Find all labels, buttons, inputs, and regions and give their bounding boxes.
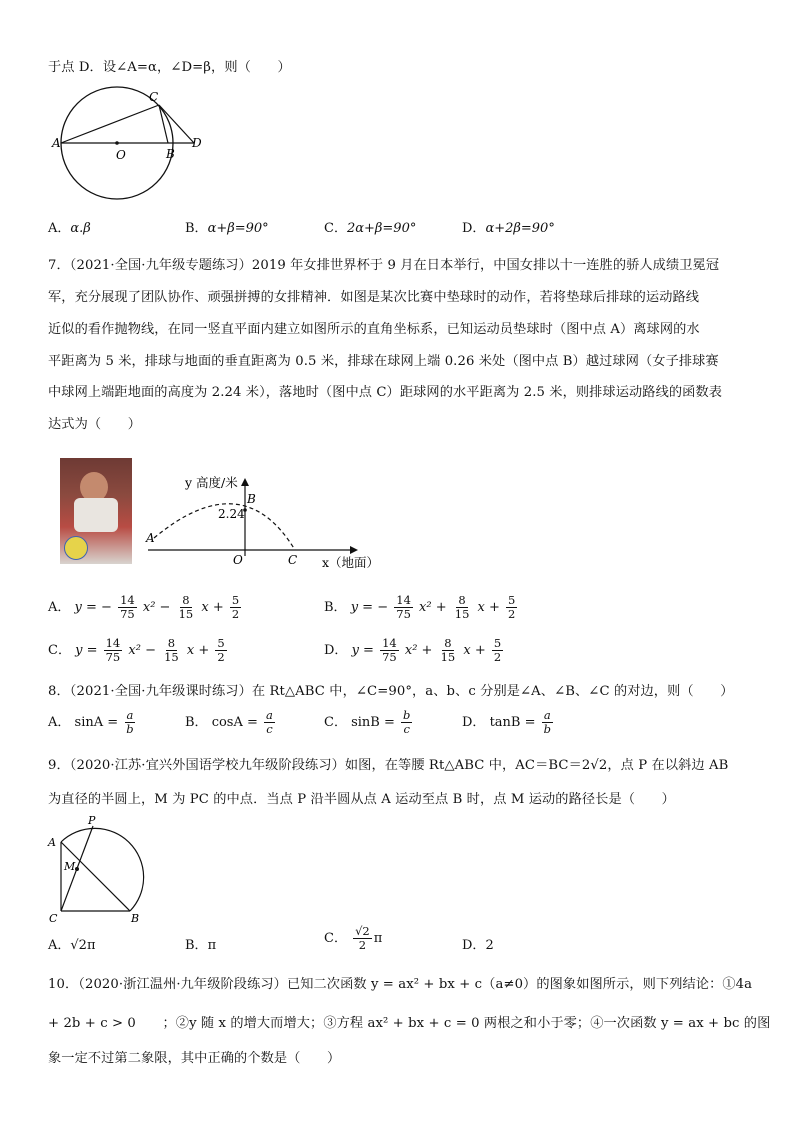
q9-label-a: A — [48, 836, 56, 849]
option-text: α+β=90° — [207, 221, 269, 236]
q9-option-c[interactable] — [324, 925, 382, 952]
q8-stem: 8．（2021·全国·九年级课时练习）在 Rt△ABC 中，∠C=90°，a、b、c 分别是∠A、∠B、∠C 的对边，则（ ） — [48, 684, 734, 699]
fraction: $\frac{5}{2}$ — [508, 593, 516, 622]
option-letter: A． — [48, 221, 71, 236]
q6-label-b: B — [166, 147, 175, 161]
q7-option-d[interactable] — [324, 637, 505, 664]
fraction: $\frac{a}{b}$ — [126, 708, 134, 737]
fraction: $\frac{5}{2}$ — [217, 636, 225, 665]
q10-line-1: 10．（2020·浙江温州·九年级阶段练习）已知二次函数 y = ax² + bx + c（a≠0）的图象如图所示，则下列结论：①4a — [48, 977, 753, 992]
fraction: $\frac{14}{75}$ — [105, 636, 121, 665]
q7-line-5: 中球网上端距地面的高度为 2.24 米），落地时（图中点 C）距球网的水平距离为 2.5 米，则排球运动路线的函数表 — [48, 385, 723, 400]
q7-x-axis-label: x（地面） — [322, 555, 380, 570]
q7-y-axis-label: y 高度/米 — [185, 475, 238, 490]
q9-line-2: 为直径的半圆上，M 为 PC 的中点．当点 P 沿半圆从点 A 运动至点 B 时，点 M 运动的路径长是（ ） — [48, 792, 675, 807]
q7-tick-224: 2.24 — [218, 507, 245, 521]
q9-label-m: M — [64, 860, 76, 873]
option-letter: B． — [324, 600, 347, 616]
q6-label-d: D — [192, 136, 202, 150]
q7-label-a: A — [146, 531, 155, 545]
option-letter: B． — [185, 221, 208, 236]
option-letter: D． — [462, 715, 486, 731]
q7-label-c: C — [288, 553, 298, 567]
fraction: $\frac{a}{c}$ — [266, 708, 273, 737]
fraction: $\frac{8}{15}$ — [178, 593, 194, 622]
q10-line-2: + 2b + c > 0 ；②y 随 x 的增大而增大；③方程 ax² + bx + c = 0 两根之和小于零；④一次函数 y = ax + bc 的图 — [48, 1016, 771, 1031]
q6-option-b[interactable] — [185, 217, 269, 236]
q9-line-1: 9．（2020·江苏·宜兴外国语学校九年级阶段练习）如图，在等腰 Rt△ABC 中，AC＝BC＝2√2，点 P 在以斜边 AB — [48, 758, 729, 773]
option-lead: cosA = — [211, 715, 258, 731]
q6-stem: 于点 D．设∠A=α，∠D=β，则（ ） — [48, 60, 291, 75]
option-letter: A． — [48, 715, 71, 731]
option-lead: y = − — [350, 600, 389, 616]
option-term: x² − — [128, 643, 156, 659]
fraction: $\frac{5}{2}$ — [231, 593, 240, 622]
q6-option-a[interactable] — [48, 217, 91, 236]
fraction: $\frac{b}{c}$ — [403, 708, 411, 737]
option-lead: sinB = — [351, 715, 395, 731]
option-term: x + — [477, 600, 500, 616]
q9-label-b: B — [131, 912, 140, 924]
option-lead: sinA = — [74, 715, 119, 731]
q9-option-b[interactable] — [185, 934, 216, 953]
fraction: $\frac{8}{15}$ — [454, 593, 470, 622]
option-lead: y = − — [74, 600, 112, 616]
q6-option-c[interactable] — [324, 217, 416, 236]
q8-option-a[interactable] — [48, 709, 138, 736]
option-text: √2π — [70, 938, 96, 953]
q6-label-o: O — [116, 148, 126, 162]
q10-line-3: 象一定不过第二象限，其中正确的个数是（ ） — [48, 1051, 341, 1066]
q6-label-c: C — [149, 90, 159, 104]
option-text: α+2β=90° — [485, 221, 555, 236]
fraction: $\frac{8}{15}$ — [164, 636, 179, 665]
q6-option-d[interactable] — [462, 217, 555, 236]
q7-line-1: 7．（2021·全国·九年级专题练习）2019 年女排世界杯于 9 月在日本举行，中国女排以十一连胜的骄人成绩卫冕冠 — [48, 258, 720, 273]
q7-label-o: O — [233, 553, 243, 567]
option-lead: y = — [75, 643, 98, 659]
option-text: 2α+β=90° — [346, 221, 417, 236]
q7-line-4: 平距离为 5 米，排球与地面的垂直距离为 0.5 米，排球在球网上端 0.26 米处（图中点 B）越过球网（女子排球赛 — [48, 354, 719, 369]
option-letter: C． — [48, 643, 71, 659]
q7-line-6: 达式为（ ） — [48, 417, 142, 432]
option-text: π — [207, 938, 217, 953]
option-term: x + — [201, 600, 224, 616]
option-letter: D． — [462, 938, 486, 953]
option-term: x + — [186, 643, 210, 659]
option-text: 2 — [485, 938, 494, 953]
fraction: $\frac{5}{2}$ — [493, 636, 502, 665]
q8-option-b[interactable] — [185, 709, 277, 736]
q7-label-b: B — [247, 492, 256, 506]
q9-label-p: P — [88, 814, 96, 827]
option-term: x + — [463, 643, 486, 659]
option-term: x² + — [419, 600, 447, 616]
option-letter: D． — [324, 643, 348, 659]
option-letter: A． — [48, 600, 71, 616]
option-letter: A． — [48, 938, 71, 953]
option-term: x² + — [404, 643, 433, 659]
q7-option-c[interactable] — [48, 637, 229, 664]
q6-circle-figure — [50, 86, 210, 206]
option-term: x² − — [142, 600, 171, 616]
option-tail: π — [373, 931, 383, 947]
q9-triangle-figure — [44, 812, 174, 924]
q8-option-d[interactable] — [462, 709, 555, 736]
option-lead: y = — [351, 643, 374, 659]
volleyball-player-photo — [60, 458, 132, 564]
q7-line-3: 近似的看作抛物线，在同一竖直平面内建立如图所示的直角坐标系，已知运动员垫球时（图中点 A）离球网的水 — [48, 322, 700, 337]
q8-option-c[interactable] — [324, 709, 414, 736]
option-text: α.β — [70, 221, 91, 236]
fraction: $\frac{14}{75}$ — [382, 636, 397, 665]
q7-coordinate-figure — [140, 470, 385, 575]
option-letter: C． — [324, 931, 347, 947]
option-letter: B． — [185, 715, 208, 731]
fraction: $\frac{14}{75}$ — [120, 593, 135, 622]
q7-option-b[interactable] — [324, 594, 519, 621]
q7-line-2: 军，充分展现了团队协作、顽强拼搏的女排精神．如图是某次比赛中垫球时的动作，若将垫球后排球的运动路线 — [48, 290, 700, 305]
q9-label-c: C — [49, 912, 58, 924]
q6-label-a: A — [52, 136, 61, 150]
fraction: $\frac{√2}{2}$ — [355, 924, 370, 953]
fraction: $\frac{8}{15}$ — [440, 636, 456, 665]
q9-option-a[interactable] — [48, 934, 96, 953]
option-lead: tanB = — [489, 715, 536, 731]
option-letter: C． — [324, 715, 347, 731]
option-letter: C． — [324, 221, 347, 236]
option-letter: B． — [185, 938, 208, 953]
q9-option-d[interactable] — [462, 934, 494, 953]
q7-option-a[interactable] — [48, 594, 243, 621]
fraction: $\frac{a}{b}$ — [543, 708, 552, 737]
fraction: $\frac{14}{75}$ — [396, 593, 411, 622]
option-letter: D． — [462, 221, 486, 236]
